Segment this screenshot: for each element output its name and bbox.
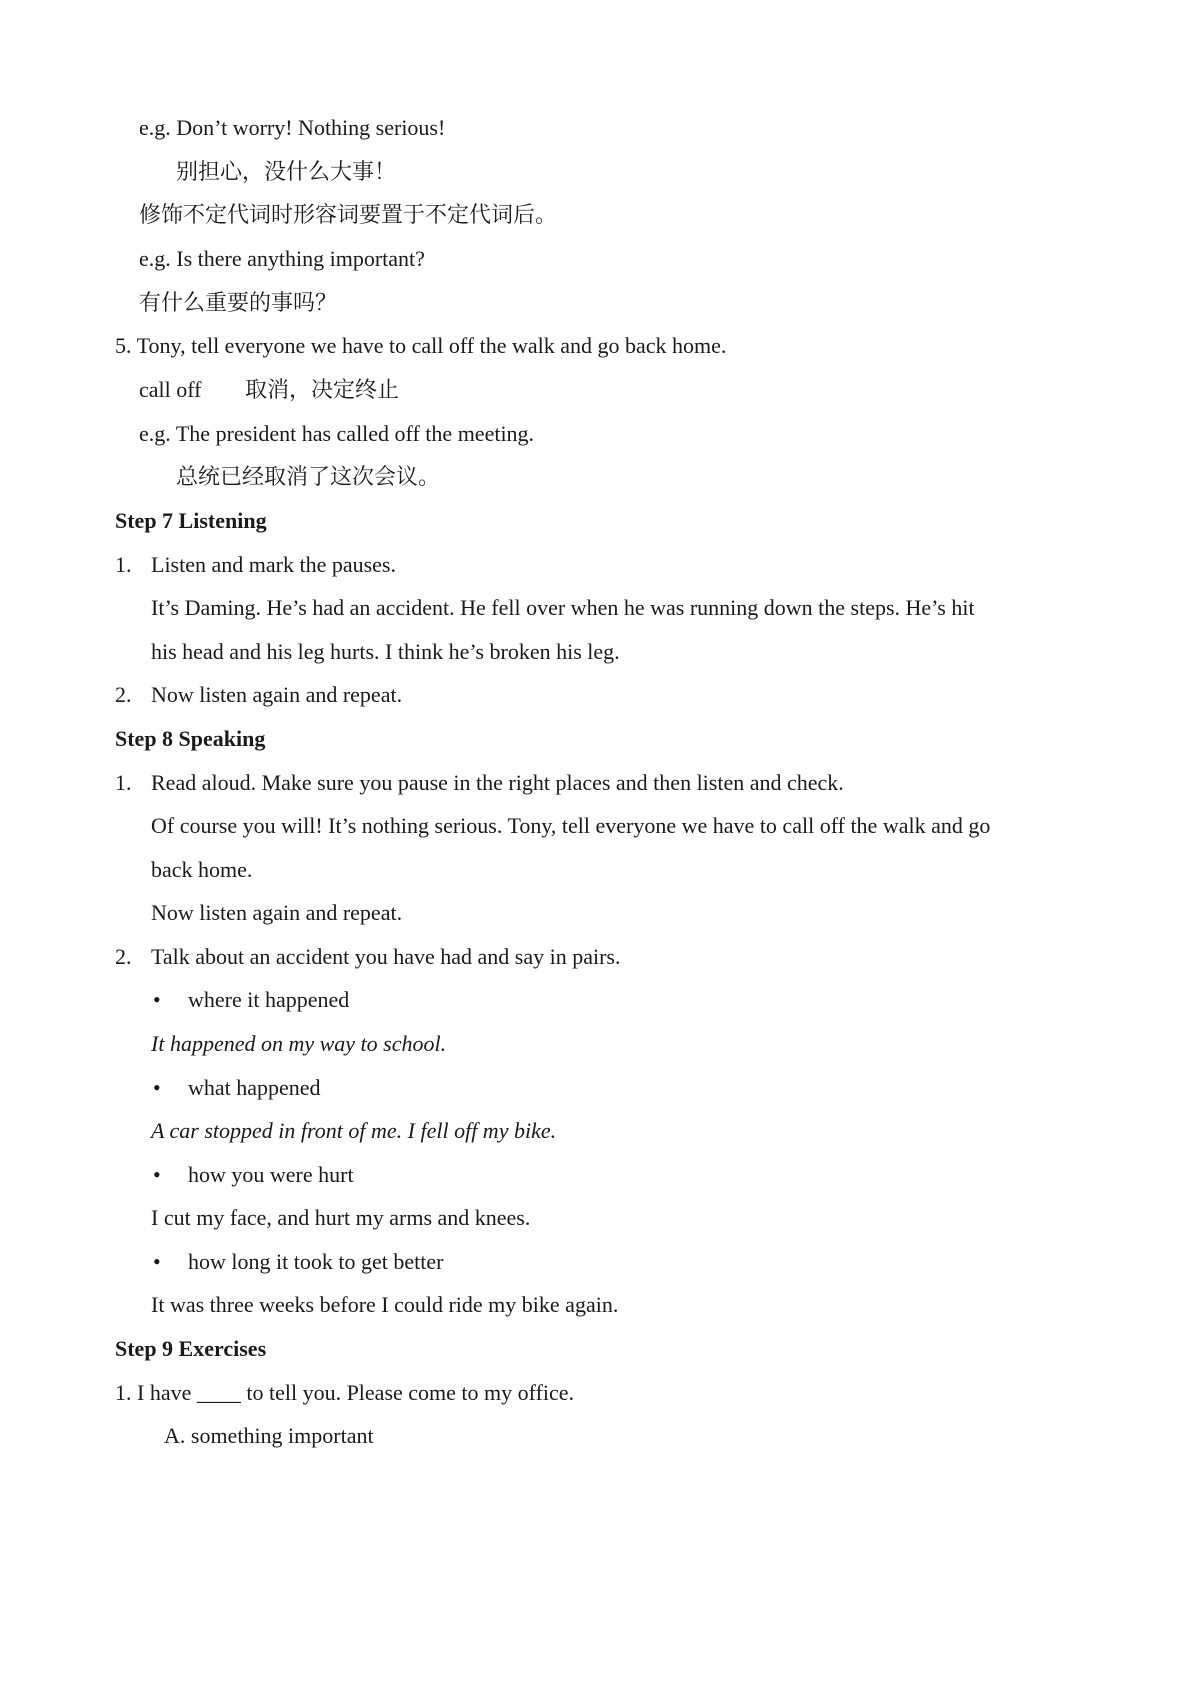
sample-answer: It was three weeks before I could ride my bike again. xyxy=(151,1292,619,1317)
sample-answer: A car stopped in front of me. I fell off my bike. xyxy=(151,1118,557,1143)
example-sentence: e.g. Don’t worry! Nothing serious! xyxy=(139,115,446,140)
grammar-rule: 修饰不定代词时形容词要置于不定代词后。 xyxy=(139,202,558,227)
passage-line: It’s Daming. He’s had an accident. He fell over when he was running down the steps. He’s hit xyxy=(151,595,975,620)
bullet-item: how long it took to get better xyxy=(188,1249,444,1274)
bullet-icon: • xyxy=(153,987,161,1012)
example-translation: 别担心，没什么大事！ xyxy=(176,159,397,184)
example-sentence: e.g. Is there anything important? xyxy=(139,246,425,271)
list-item: Talk about an accident you have had and say in pairs. xyxy=(151,944,621,969)
passage-line: Of course you will! It’s nothing serious. Tony, tell everyone we have to call off the walk and go xyxy=(151,813,991,838)
bullet-icon: • xyxy=(153,1075,161,1100)
section-heading: Step 9 Exercises xyxy=(115,1336,267,1361)
bullet-icon: • xyxy=(153,1249,161,1274)
bullet-item: where it happened xyxy=(188,987,350,1012)
phrase-translation: 取消，决定终止 xyxy=(245,377,400,402)
bullet-item: how you were hurt xyxy=(188,1162,354,1187)
example-sentence: e.g. The president has called off the meeting. xyxy=(139,421,535,446)
list-item: Listen and mark the pauses. xyxy=(151,552,396,577)
answer-option: A. something important xyxy=(164,1423,374,1448)
instruction-line: Now listen again and repeat. xyxy=(151,900,403,925)
language-point-item: 5. Tony, tell everyone we have to call off the walk and go back home. xyxy=(115,333,727,358)
exercise-question: 1. I have ____ to tell you. Please come to my office. xyxy=(115,1380,575,1405)
sample-answer: I cut my face, and hurt my arms and knees. xyxy=(151,1205,531,1230)
list-item: Now listen again and repeat. xyxy=(151,682,403,707)
list-number: 1. xyxy=(115,552,132,577)
list-number: 2. xyxy=(115,944,132,969)
sample-answer: It happened on my way to school. xyxy=(151,1031,447,1056)
example-translation: 总统已经取消了这次会议。 xyxy=(176,464,441,489)
passage-line: his head and his leg hurts. I think he’s broken his leg. xyxy=(151,639,620,664)
passage-line: back home. xyxy=(151,857,253,882)
section-heading: Step 7 Listening xyxy=(115,508,267,533)
section-heading: Step 8 Speaking xyxy=(115,726,266,751)
example-translation: 有什么重要的事吗？ xyxy=(139,290,338,315)
phrase-term: call off xyxy=(139,377,202,402)
bullet-icon: • xyxy=(153,1162,161,1187)
list-number: 1. xyxy=(115,770,132,795)
list-number: 2. xyxy=(115,682,132,707)
list-item: Read aloud. Make sure you pause in the right places and then listen and check. xyxy=(151,770,844,795)
bullet-item: what happened xyxy=(188,1075,321,1100)
